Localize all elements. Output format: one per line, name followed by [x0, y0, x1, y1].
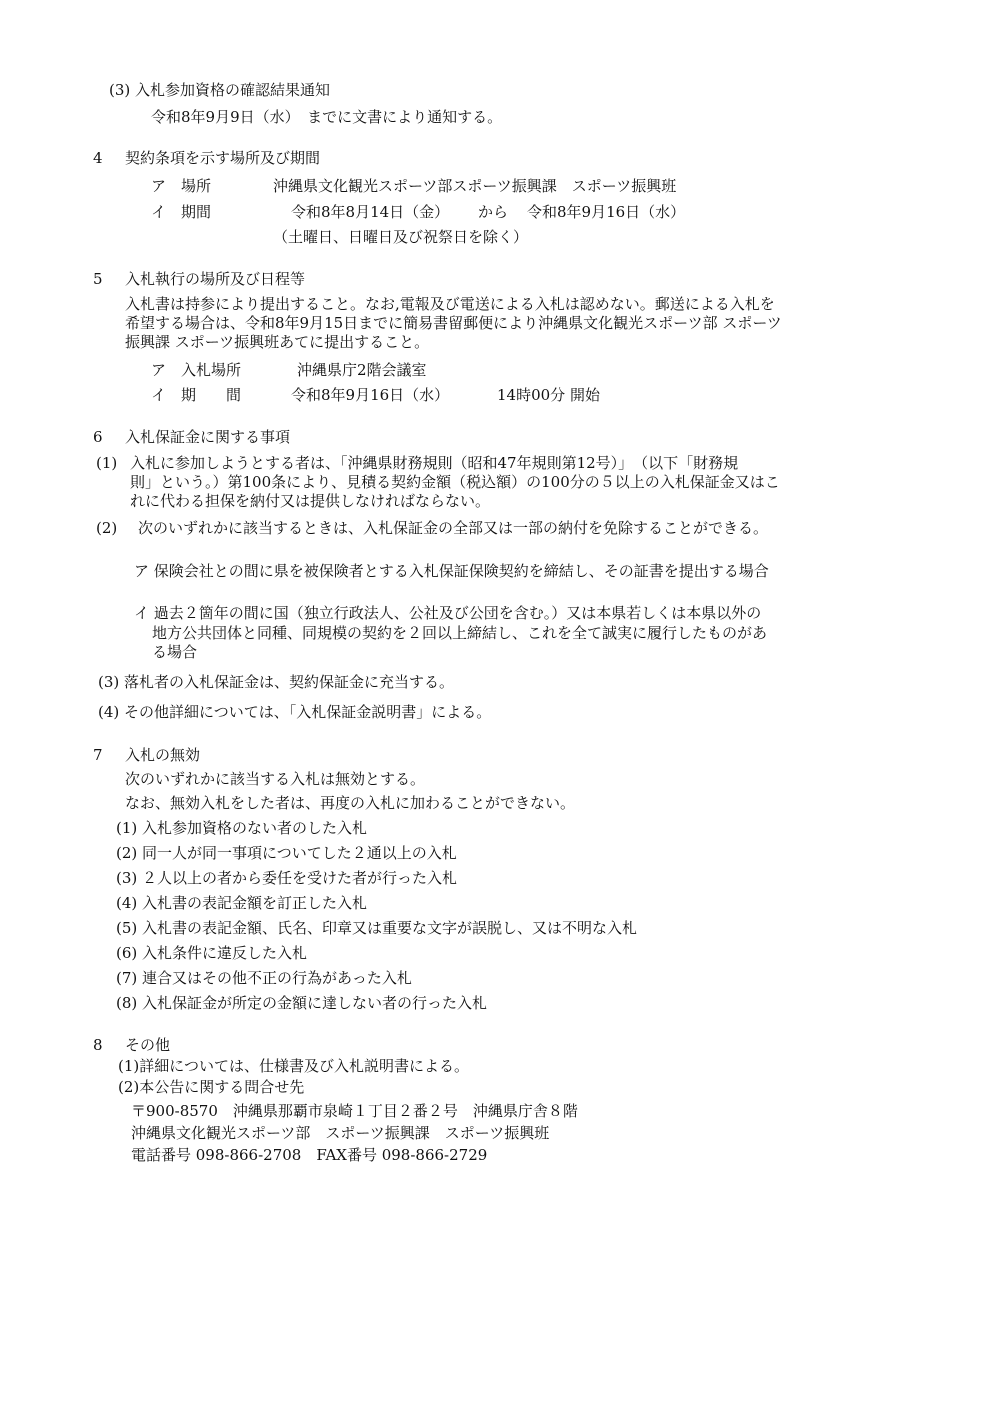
sec6-item1-line2: 則」という。）第100条により、見積る契約金額（税込額）の100分の５以上の入札保証金又はこ [130, 473, 780, 491]
sec4-place-label: ア 場所 [151, 177, 212, 195]
sec6-item2-a: ア 保険会社との間に県を被保険者とする入札保証保険契約を締結し、その証書を提出する場合 [134, 562, 769, 580]
sec6-item2-i-line1: イ 過去２箇年の間に国（独立行政法人、公社及び公団を含む。）又は本県若しくは本県以外の [134, 604, 762, 622]
sec8-title: その他 [125, 1036, 171, 1054]
list-item: (4) 入札書の表記金額を訂正した入札 [116, 894, 368, 912]
sec5-paragraph-line2: 希望する場合は、令和8年9月15日までに簡易書留郵便により沖縄県文化観光スポーツ部 スポーツ [125, 314, 782, 332]
sec7-paragraph-2: なお、無効入札をした者は、再度の入札に加わることができない。 [125, 794, 576, 812]
sec8-number: 8 [93, 1036, 103, 1054]
sec7-number: 7 [93, 746, 103, 764]
list-item: (3) ２人以上の者から委任を受けた者が行った入札 [116, 869, 458, 887]
sec5-paragraph-line3: 振興課 スポーツ振興班あてに提出すること。 [125, 333, 430, 351]
sec6-number: 6 [93, 428, 103, 446]
sec6-item3: (3) 落札者の入札保証金は、契約保証金に充当する。 [98, 673, 455, 691]
sec4-title: 契約条項を示す場所及び期間 [125, 149, 321, 167]
sec5-number: 5 [93, 270, 103, 288]
sec5-venue-label: ア 入札場所 [151, 361, 242, 379]
sec5-paragraph-line1: 入札書は持参により提出すること。なお,電報及び電送による入札は認めない。郵送による入札を [125, 295, 775, 313]
sec4-period-label: イ 期間 [151, 203, 212, 221]
sec6-item2-line1: 次のいずれかに該当するときは、入札保証金の全部又は一部の納付を免除することができる。 [138, 519, 769, 537]
sec4-period-to: 令和8年9月16日（水） [527, 203, 686, 221]
sec6-item2-i-line3: る場合 [152, 643, 198, 661]
list-item: (5) 入札書の表記金額、氏名、印章又は重要な文字が誤脱し、又は不明な入札 [116, 919, 638, 937]
sec5-venue-value: 沖縄県庁2階会議室 [297, 361, 427, 379]
s3-body: 令和8年9月9日（水） までに文書により通知する。 [151, 108, 503, 126]
sec5-date-label: イ 期 間 [151, 386, 242, 404]
sec5-title: 入札執行の場所及び日程等 [125, 270, 306, 288]
s3-heading: (3) 入札参加資格の確認結果通知 [109, 81, 331, 99]
sec4-place-value: 沖縄県文化観光スポーツ部スポーツ振興課 スポーツ振興班 [273, 177, 677, 195]
list-item: (1) 入札参加資格のない者のした入札 [116, 819, 368, 837]
sec6-item1-line3: れに代わる担保を納付又は提供しなければならない。 [130, 492, 491, 510]
contact-department: 沖縄県文化観光スポーツ部 スポーツ振興課 スポーツ振興班 [131, 1124, 550, 1142]
list-item: (7) 連合又はその他不正の行為があった入札 [116, 969, 412, 987]
sec4-period-from: 令和8年8月14日（金） [291, 203, 450, 221]
list-item: (2) 同一人が同一事項についてした２通以上の入札 [116, 844, 457, 862]
sec6-item1-number: (1) [96, 454, 118, 472]
sec5-time-value: 14時00分 開始 [497, 386, 600, 404]
sec6-item2-number: (2) [96, 519, 118, 537]
sec6-item2-i-line2: 地方公共団体と同種、同規模の契約を２回以上締結し、これを全て誠実に履行したものがあ [152, 624, 768, 642]
sec8-item1: (1)詳細については、仕様書及び入札説明書による。 [118, 1057, 469, 1075]
sec8-item2: (2)本公告に関する問合せ先 [118, 1078, 305, 1096]
sec6-item1-line1: 入札に参加しようとする者は、「沖縄県財務規則（昭和47年規則第12号）」 （以下「財務規 [130, 454, 739, 472]
sec6-title: 入札保証金に関する事項 [125, 428, 291, 446]
sec4-period-kara: から [478, 203, 509, 221]
contact-phone-fax: 電話番号 098-866-2708 FAX番号 098-866-2729 [131, 1146, 488, 1164]
sec5-date-value: 令和8年9月16日（水） [291, 386, 450, 404]
contact-address: 〒900-8570 沖縄県那覇市泉崎１丁目２番２号 沖縄県庁舎８階 [131, 1102, 578, 1120]
sec7-paragraph-1: 次のいずれかに該当する入札は無効とする。 [125, 770, 426, 788]
sec6-item4: (4) その他詳細については、「入札保証金説明書」による。 [98, 703, 492, 721]
list-item: (8) 入札保証金が所定の金額に達しない者の行った入札 [116, 994, 488, 1012]
sec4-number: 4 [93, 149, 103, 167]
list-item: (6) 入札条件に違反した入札 [116, 944, 308, 962]
sec4-period-note: （土曜日、日曜日及び祝祭日を除く） [273, 228, 529, 246]
sec7-title: 入札の無効 [125, 746, 201, 764]
